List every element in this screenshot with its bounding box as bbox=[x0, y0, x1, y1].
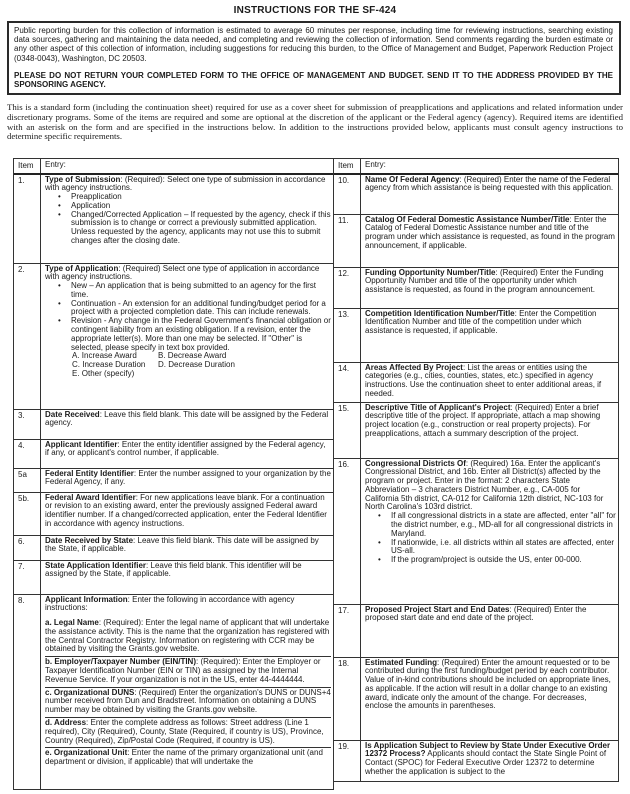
item-number: 19. bbox=[334, 741, 361, 783]
entry-paragraph: Catalog Of Federal Domestic Assistance Number/Title: Enter the Catalog of Federal Domestic Assistance number and title of the program under which assistance is requested, as found in the program announcement, if applicable. bbox=[365, 214, 615, 250]
entry-paragraph: Applicant Information: Enter the following in accordance with agency instructions: bbox=[45, 594, 295, 613]
instructions-table-left bbox=[13, 158, 334, 790]
table-row-item-7 bbox=[14, 561, 333, 595]
table-row-item-10 bbox=[334, 175, 618, 215]
entry-paragraph: Proposed Project Start and End Dates: (Required) Enter the proposed start date and end date of the project. bbox=[365, 604, 587, 623]
entry-cell bbox=[41, 561, 333, 594]
bullet-text: If nationwide, i.e. all districts within all states are affected, enter US-all. bbox=[391, 537, 615, 556]
table-row-item-12 bbox=[334, 268, 618, 309]
entry-lead: Name Of Federal Agency bbox=[365, 174, 460, 184]
bullet-dot-icon: • bbox=[58, 192, 61, 202]
burden-paragraph: Public reporting burden for this collection of information is estimated to average 60 minutes per response, including time for reviewing instructions, searching existing data sources, gathering and maintaining the data needed, and completing and reviewing the collection of information. Send comments regarding the burden estimate or any other aspect of this collection of information, including suggestions for reducing this burden, to the Office of Management and Budget, Paperwork Reduction Project (0348-0043), Washington, DC 20503. bbox=[14, 26, 613, 63]
sub-entry-lead: e. Organizational Unit bbox=[45, 748, 128, 758]
entry-cell bbox=[41, 175, 333, 263]
sub-entry: a. Legal Name: (Required): Enter the legal name of applicant that will undertake the assistance activity. This is the name that the organization has registered with the Central Contractor Registry. Information on registering with CCR may be obtained by visiting the Grants.gov website. bbox=[45, 618, 330, 654]
entry-lead: Descriptive Title of Applicant's Project bbox=[365, 402, 511, 412]
entry-cell bbox=[361, 403, 618, 458]
entry-paragraph: Descriptive Title of Applicant's Project: (Required) Enter a brief descriptive title of the project. If appropriate, attach a map showing project location (e.g., construction or real property projects). For preapplications, attach a summary description of the project. bbox=[365, 402, 601, 438]
entry-cell bbox=[361, 363, 618, 402]
entry-paragraph: Type of Application: (Required) Select one type of application in accordance with agency instructions. bbox=[45, 263, 320, 282]
option-pair bbox=[72, 370, 331, 379]
entry-cell bbox=[361, 741, 618, 783]
entry-lead: Type of Submission bbox=[45, 174, 121, 184]
item-number: 11. bbox=[334, 215, 361, 267]
entry-cell bbox=[41, 493, 333, 535]
entry-lead: Proposed Project Start and End Dates bbox=[365, 604, 510, 614]
entry-paragraph: Is Application Subject to Review by State Under Executive Order 12372 Process? Applicants should contact the State Single Point of Contact (SPOC) for Federal Executive Order 12372 to determine whether the application is subject to the bbox=[365, 740, 611, 776]
entry-paragraph: Estimated Funding: (Required) Enter the amount requested or to be contributed during the first funding/budget period by each contributor. Value of in-kind contributions should be included on appropriate lines, as applicable. If the action will result in a dollar change to an existing award, indicate only the amount of the change. For decreases, enclose the amounts in parentheses. bbox=[365, 657, 611, 711]
burden-notice-box bbox=[7, 21, 621, 95]
entry-paragraph: Funding Opportunity Number/Title: (Required) Enter the Funding Opportunity Number and title of the opportunity under which assistance is requested, as found in the program announcement. bbox=[365, 267, 604, 295]
sub-entry-lead: c. Organizational DUNS bbox=[45, 687, 135, 697]
bullet-text: If all congressional districts in a state are affected, enter "all" for the district number, e.g., MD-all for all congressional districts in Maryland. bbox=[391, 511, 616, 538]
entry-lead: Applicant Information bbox=[45, 594, 128, 604]
sub-entry-lead: d. Address bbox=[45, 718, 87, 728]
bullet-dot-icon: • bbox=[58, 281, 61, 291]
entry-cell bbox=[361, 268, 618, 308]
entry-paragraph: Type of Submission: (Required): Select one type of submission in accordance with agency instructions. bbox=[45, 174, 326, 193]
table-row-item-19 bbox=[334, 741, 618, 783]
item-number: 10. bbox=[334, 175, 361, 214]
bullet-item bbox=[58, 317, 331, 352]
entry-lead: Funding Opportunity Number/Title bbox=[365, 267, 496, 277]
entry-lead: State Application Identifier bbox=[45, 560, 147, 570]
item-number: 17. bbox=[334, 605, 361, 657]
bullet-dot-icon: • bbox=[58, 200, 61, 210]
table-row-item-13 bbox=[334, 309, 618, 363]
table-row-item-15 bbox=[334, 403, 618, 459]
bullet-text: New – An application that is being submitted to an agency for the first time. bbox=[71, 281, 317, 299]
table-row-item-3 bbox=[14, 410, 333, 440]
page-title: INSTRUCTIONS FOR THE SF-424 bbox=[233, 5, 397, 16]
option-left: A. Increase Award bbox=[72, 351, 137, 361]
table-row-item-17 bbox=[334, 605, 618, 658]
item-number: 18. bbox=[334, 658, 361, 740]
item-number: 5b. bbox=[14, 493, 41, 535]
bullet-dot-icon: • bbox=[58, 298, 61, 308]
entry-lead: Date Received by State bbox=[45, 535, 134, 545]
entry-paragraph: State Application Identifier: Leave this field blank. This identifier will be assigned by the State, if applicable. bbox=[45, 560, 302, 579]
entry-cell bbox=[41, 469, 333, 492]
bullet-text: Preapplication bbox=[71, 192, 122, 202]
sub-entry: e. Organizational Unit: Enter the name of the primary organizational unit (and department or division, if applicable) that will undertake the bbox=[45, 747, 331, 769]
entry-cell bbox=[41, 440, 333, 468]
bullet-text: Application bbox=[71, 200, 111, 210]
instructions-table-right bbox=[334, 158, 619, 782]
entry-paragraph: Competition Identification Number/Title: Enter the Competition Identification Number and title of the competition under which assistance is requested, if applicable. bbox=[365, 308, 597, 336]
intro-paragraph: This is a standard form (including the continuation sheet) required for use as a cover sheet for submission of preapplications and applications and related information under discretionary programs. Some of the items are required and some are optional at the discretion of the applicant or the Federal agency (agency). Required items are identified with an asterisk on the form and are specified in the instructions below. In addition to the instructions provided below, applicants must consult agency instructions to determine specific requirements. bbox=[7, 102, 623, 142]
bullet-item bbox=[378, 512, 616, 538]
option-right: D. Decrease Duration bbox=[158, 360, 235, 370]
entry-cell bbox=[41, 410, 333, 439]
item-number: 4. bbox=[14, 440, 41, 468]
option-right: B. Decrease Award bbox=[158, 351, 227, 361]
entry-paragraph: Federal Entity Identifier: Enter the number assigned to your organization by the Federal Agency, if any. bbox=[45, 468, 331, 487]
sub-entry-lead: b. Employer/Taxpayer Number (EIN/TIN) bbox=[45, 657, 196, 667]
entry-paragraph: Date Received by State: Leave this field blank. This date will be assigned by the State, if applicable. bbox=[45, 535, 319, 554]
item-number: 1. bbox=[14, 175, 41, 263]
table-row-item-2 bbox=[14, 264, 333, 410]
bullet-dot-icon: • bbox=[58, 209, 61, 219]
entry-lead: Congressional Districts Of bbox=[365, 458, 466, 468]
option-left: C. Increase Duration bbox=[72, 360, 146, 370]
item-number: 12. bbox=[334, 268, 361, 308]
table-header-row bbox=[14, 159, 333, 175]
bullet-item bbox=[58, 300, 331, 318]
bullet-dot-icon: • bbox=[378, 555, 381, 565]
entry-paragraph: Name Of Federal Agency: (Required) Enter the name of the Federal agency from which assistance is being requested with this application. bbox=[365, 174, 614, 193]
bullet-text: Revision - Any change in the Federal Government's financial obligation or contingent liability from an existing obligation. If a revision, enter the appropriate letter(s). More than one may be selected. If "Other" is selected, please specify in text box provided. bbox=[71, 316, 331, 352]
entry-cell bbox=[361, 605, 618, 657]
entry-lead: Competition Identification Number/Title bbox=[365, 308, 515, 318]
instructions-table bbox=[13, 158, 619, 790]
bullet-text: Changed/Corrected Application – If requested by the agency, check if this submission is to change or correct a previously submitted application. Unless requested by the agency, applicants may not use this to submit changes after the closing date. bbox=[71, 209, 331, 246]
entry-cell bbox=[361, 658, 618, 740]
entry-paragraph: Date Received: Leave this field blank. This date will be assigned by the Federal agency. bbox=[45, 409, 329, 428]
entry-lead: Applicant Identifier bbox=[45, 439, 118, 449]
bullet-dot-icon: • bbox=[58, 316, 61, 326]
entry-lead: Estimated Funding bbox=[365, 657, 437, 667]
item-number: 3. bbox=[14, 410, 41, 439]
bullet-dot-icon: • bbox=[378, 537, 381, 547]
table-row-item-6 bbox=[14, 536, 333, 561]
table-row-item-4 bbox=[14, 440, 333, 469]
entry-column-header: Entry: bbox=[45, 160, 66, 169]
entry-cell bbox=[41, 536, 333, 560]
sub-entry: b. Employer/Taxpayer Number (EIN/TIN): (Required): Enter the Employer or Taxpayer Identification Number (EIN or TIN) as assigned by the Internal Revenue Service. If your organization is not in the US, enter 44-4444444. bbox=[45, 656, 331, 686]
item-number: 5a bbox=[14, 469, 41, 492]
entry-lead: Type of Application bbox=[45, 263, 119, 273]
entry-lead: Areas Affected By Project bbox=[365, 362, 463, 372]
entry-lead: Date Received bbox=[45, 409, 100, 419]
sub-entry: d. Address: Enter the complete address as follows: Street address (Line 1 required), City (Required), County, State (Required, if country is US), Province, Country (Required), Zip/Postal Code (Required, if country is US). bbox=[45, 717, 331, 747]
bullet-text: If the program/project is outside the US, enter 00-000. bbox=[391, 555, 582, 565]
bullet-dot-icon: • bbox=[378, 511, 381, 521]
bullet-text: Continuation - An extension for an additional funding/budget period for a project with a projected completion date. This can include renewals. bbox=[71, 298, 326, 317]
entry-column-header: Entry: bbox=[365, 160, 386, 169]
item-number: 7. bbox=[14, 561, 41, 594]
bullet-item bbox=[58, 282, 331, 300]
item-number: 15. bbox=[334, 403, 361, 458]
table-row-item-5a bbox=[14, 469, 333, 493]
entry-paragraph: Applicant Identifier: Enter the entity identifier assigned by the Federal agency, if any, or applicant's control number, if applicable. bbox=[45, 439, 326, 458]
bullet-item bbox=[58, 211, 331, 246]
entry-lead: Is Application Subject to Review by State Under Executive Order 12372 Process? bbox=[365, 740, 611, 759]
entry-paragraph: Federal Award Identifier: For new applications leave blank. For a continuation or revision to an existing award, enter the previously assigned Federal award identifier number. If a changed/corrected application, enter the Federal Identifier in accordance with agency instructions. bbox=[45, 492, 327, 528]
sub-entry: c. Organizational DUNS: (Required) Enter the organization's DUNS or DUNS+4 number received from Dun and Bradstreet. Information on obtaining a DUNS number may be obtained by visiting the Grants.gov website. bbox=[45, 687, 331, 717]
entry-paragraph: Congressional Districts Of: (Required) 16a. Enter the applicant's Congressional District, and 16b. Enter all District(s) affected by the program or project. Enter in the format: 2 characters State Abbreviation – 3 characters District Number, e.g., CA-005 for California 5th district, CA-012 for California 12th district, NC-103 for North Carolina's 103rd district. bbox=[365, 458, 604, 512]
table-row-item-5b bbox=[14, 493, 333, 536]
item-number: 14. bbox=[334, 363, 361, 402]
entry-paragraph: Areas Affected By Project: List the areas or entities using the categories (e.g., cities, counties, states, etc.) specified in agency instructions. Use the continuation sheet to enter additional areas, if needed. bbox=[365, 362, 602, 398]
bullet-item bbox=[378, 539, 616, 557]
item-column-header: Item bbox=[334, 159, 361, 173]
entry-cell bbox=[361, 309, 618, 362]
entry-cell bbox=[361, 459, 618, 604]
table-row-item-11 bbox=[334, 215, 618, 268]
table-header-row bbox=[334, 159, 618, 175]
entry-lead: Federal Award Identifier bbox=[45, 492, 136, 502]
item-number: 8. bbox=[14, 595, 41, 791]
bullet-item bbox=[378, 556, 616, 565]
table-row-item-18 bbox=[334, 658, 618, 741]
entry-cell bbox=[41, 264, 333, 409]
sub-entry-lead: a. Legal Name bbox=[45, 618, 99, 628]
entry-cell bbox=[361, 175, 618, 214]
entry-cell bbox=[361, 215, 618, 267]
table-row-item-14 bbox=[334, 363, 618, 403]
item-number: 2. bbox=[14, 264, 41, 409]
table-row-item-8 bbox=[14, 595, 333, 791]
entry-lead: Federal Entity Identifier bbox=[45, 468, 134, 478]
option-left: E. Other (specify) bbox=[72, 369, 135, 379]
item-column-header: Item bbox=[14, 159, 41, 173]
entry-cell bbox=[41, 595, 333, 791]
mail-instruction: PLEASE DO NOT RETURN YOUR COMPLETED FORM TO THE OFFICE OF MANAGEMENT AND BUDGET. SEND IT TO THE ADDRESS PROVIDED BY THE SPONSORING AGENCY. bbox=[14, 70, 613, 90]
table-row-item-16 bbox=[334, 459, 618, 605]
entry-lead: Catalog Of Federal Domestic Assistance Number/Title bbox=[365, 214, 570, 224]
item-number: 6. bbox=[14, 536, 41, 560]
item-number: 13. bbox=[334, 309, 361, 362]
item-number: 16. bbox=[334, 459, 361, 604]
table-row-item-1 bbox=[14, 175, 333, 264]
